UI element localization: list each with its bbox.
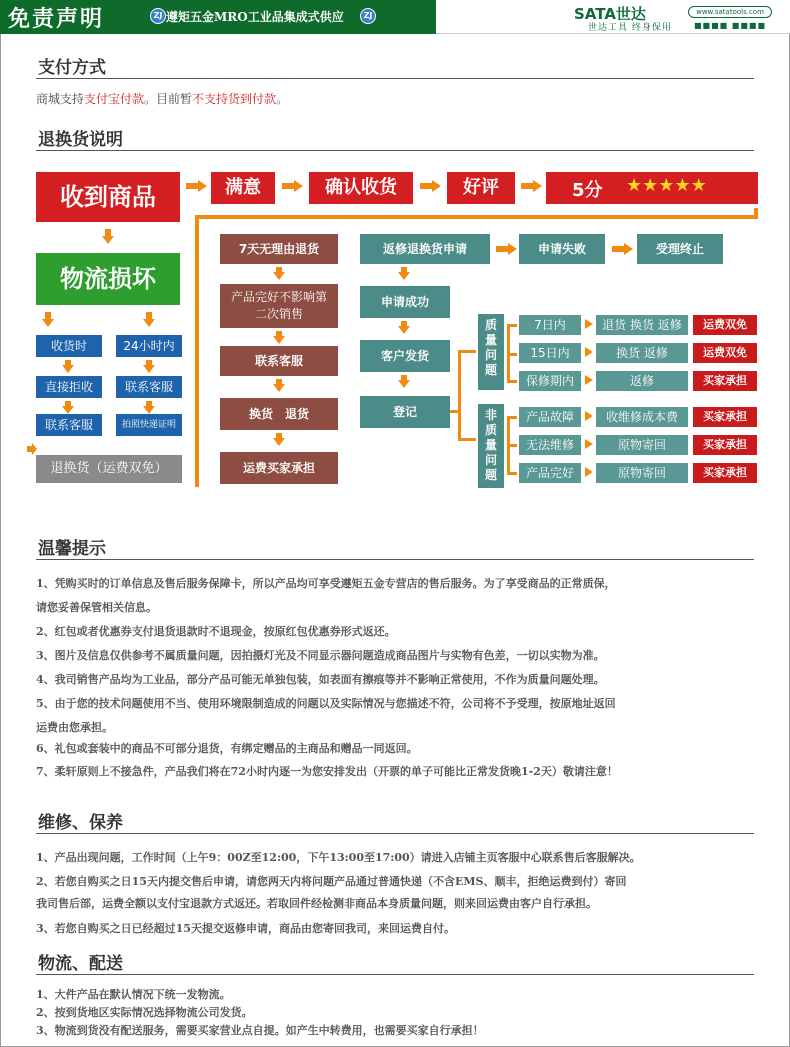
- cause-box: 产品故障: [519, 407, 581, 427]
- arrow-down-icon: [273, 438, 285, 446]
- arrow-right-icon: [585, 439, 593, 449]
- payment-heading: 支付方式: [38, 58, 106, 78]
- tip-line: 1、凭购买时的订单信息及售后服务保障卡，所以产品均可享受遵矩五金专营店的售后服务。为了享受商品的正常质保，: [36, 577, 616, 590]
- apply-failed-box: 申请失败: [519, 234, 605, 264]
- arrow-right-icon: [585, 411, 593, 421]
- arrow-down-icon: [62, 406, 74, 414]
- divider: [36, 974, 754, 975]
- condition-box: 产品完好不影响第二次销售: [220, 284, 338, 328]
- star-icon: ★: [626, 175, 643, 196]
- exchange-return-box: 换货 退货: [220, 398, 338, 430]
- arrow-down-icon: [102, 236, 114, 244]
- contact-cs-box: 联系客服: [36, 414, 102, 436]
- website-decoration-icon: ■■■■ ■■■■: [694, 21, 767, 30]
- received-goods-box: 收到商品: [36, 172, 180, 222]
- buyer-pays-shipping-box: 运费买家承担: [220, 452, 338, 484]
- shipping-line: 2、按到货地区实际情况选择物流公司发货。: [36, 1006, 253, 1019]
- connector-line: [507, 444, 517, 447]
- arrow-down-icon: [105, 229, 111, 236]
- quality-issue-label: 质量问题: [478, 314, 504, 390]
- divider: [36, 150, 754, 151]
- website-label: www.satatools.com: [688, 6, 772, 18]
- page-title: 免责声明: [8, 7, 105, 32]
- brand-tagline: 世达工具 终身保用: [588, 23, 672, 33]
- arrow-down-icon: [143, 406, 155, 414]
- arrow-right-icon: [432, 180, 441, 192]
- tip-line: 6、礼包或套装中的商品不可部分退货，有绑定赠品的主商品和赠品一同返回。: [36, 742, 418, 755]
- connector-line: [458, 350, 461, 440]
- arrow-right-icon: [533, 180, 542, 192]
- within-24h-box: 24小时内: [116, 335, 182, 357]
- arrow-down-icon: [273, 272, 285, 280]
- shipping-heading: 物流、配送: [38, 954, 123, 974]
- connector-line: [507, 353, 517, 356]
- arrow-right-icon: [585, 375, 593, 385]
- non-quality-issue-label: 非质量问题: [478, 404, 504, 488]
- confirm-receipt-box: 确认收货: [309, 172, 413, 204]
- photo-proof-box: 拍照快递证明: [116, 414, 182, 436]
- cause-box: 无法维修: [519, 435, 581, 455]
- zj-logo-icon: ZJ: [150, 8, 166, 24]
- divider: [36, 833, 754, 834]
- connector-line: [754, 208, 758, 218]
- tips-heading: 温馨提示: [38, 539, 106, 559]
- payment-text: 商城支持支付宝付款。目前暂不支持货到付款。: [36, 92, 289, 106]
- maintenance-line: 2、若您自购买之日15天内提交售后申请，请您两天内将问题产品通过普通快递（不含EMS、顺丰，拒绝运费到付）寄回: [36, 875, 627, 888]
- star-icon: ★: [642, 175, 659, 196]
- divider: [36, 559, 754, 560]
- fee-badge: 买家承担: [693, 435, 757, 455]
- reject-box: 直接拒收: [36, 376, 102, 398]
- return-free-shipping-box: 退换货（运费双免）: [36, 455, 182, 483]
- good-review-box: 好评: [447, 172, 515, 204]
- arrow-down-icon: [45, 312, 51, 319]
- shipping-line: 1、大件产品在默认情况下统一发物流。: [36, 988, 231, 1001]
- connector-line: [507, 324, 517, 327]
- arrow-down-icon: [143, 365, 155, 373]
- arrow-down-icon: [42, 319, 54, 327]
- fee-badge: 买家承担: [693, 463, 757, 483]
- arrow-down-icon: [398, 326, 410, 334]
- action-box: 退货 换货 返修: [596, 315, 688, 335]
- shipping-line: 3、物流到货没有配送服务，需要买家营业点自提。如产生中转费用，也需要买家自行承担！: [36, 1024, 484, 1037]
- action-box: 原物寄回: [596, 435, 688, 455]
- arrow-right-icon: [32, 443, 37, 455]
- header-subtitle: 遵矩五金MRO工业品集成式供应: [166, 10, 344, 24]
- period-box: 15日内: [519, 343, 581, 363]
- contact-cs-box: 联系客服: [220, 346, 338, 376]
- maintenance-heading: 维修、保养: [38, 813, 123, 833]
- arrow-right-icon: [294, 180, 303, 192]
- arrow-down-icon: [273, 384, 285, 392]
- action-box: 返修: [596, 371, 688, 391]
- tip-line: 5、由于您的技术问题使用不当、使用环境限制造成的问题以及实际情况与您描述不符，公司将不予受理，按原地址返回: [36, 697, 616, 710]
- arrow-down-icon: [143, 319, 155, 327]
- tip-line: 3、图片及信息仅供参考不属质量问题，因拍摄灯光及不同显示器问题造成商品图片与实物有色差，一切以实物为准。: [36, 649, 605, 662]
- arrow-down-icon: [146, 312, 152, 319]
- period-box: 7日内: [519, 315, 581, 335]
- satisfied-box: 满意: [211, 172, 275, 204]
- fee-badge: 买家承担: [693, 371, 757, 391]
- arrow-right-icon: [585, 467, 593, 477]
- tip-line: 7、柔轩原则上不接急件，产品我们将在72小时内逐一为您安排发出（开票的单子可能比正常发货晚1-2天）敬请注意！: [36, 765, 618, 778]
- arrow-right-icon: [585, 347, 593, 357]
- zj-logo-icon: ZJ: [360, 8, 376, 24]
- arrow-right-icon: [198, 180, 207, 192]
- connector-line: [195, 215, 199, 487]
- connector-line: [195, 215, 758, 219]
- maintenance-line: 1、产品出现问题，工作时间（上午9：00Z至12:00，下午13:00至17:00）请进入店铺主页客服中心联系售后客服解决。: [36, 851, 641, 864]
- arrow-down-icon: [62, 365, 74, 373]
- fee-badge: 运费双免: [693, 315, 757, 335]
- star-icon: ★: [658, 175, 675, 196]
- action-box: 原物寄回: [596, 463, 688, 483]
- star-icon: ★: [690, 175, 707, 196]
- arrow-right-icon: [585, 319, 593, 329]
- tip-line: 2、红包或者优惠券支付退货退款时不退现金，按原红包优惠券形式返还。: [36, 625, 396, 638]
- sata-brand-logo: SATA世达: [574, 5, 646, 23]
- tip-line: 请您妥善保管相关信息。: [36, 601, 157, 614]
- tip-line: 运费由您承担。: [36, 721, 113, 734]
- rating-stars: [626, 175, 707, 196]
- divider: [36, 78, 754, 79]
- connector-line: [507, 472, 517, 475]
- tip-line: 4、我司销售产品均为工业品，部分产品可能无单独包装，如表面有擦痕等并不影响正常使用，不作为质量问题处理。: [36, 673, 605, 686]
- star-icon: ★: [674, 175, 691, 196]
- score-label: 5分: [572, 180, 603, 201]
- on-receipt-box: 收货时: [36, 335, 102, 357]
- apply-success-box: 申请成功: [360, 286, 450, 318]
- terminated-box: 受理终止: [637, 234, 723, 264]
- returns-heading: 退换货说明: [38, 130, 123, 150]
- action-box: 换货 返修: [596, 343, 688, 363]
- register-box: 登记: [360, 396, 450, 428]
- connector-line: [458, 350, 476, 353]
- logistics-damaged-box: 物流损坏: [36, 253, 180, 305]
- repair-apply-box: 返修退换货申请: [360, 234, 490, 264]
- connector-line: [507, 416, 517, 419]
- seven-day-return-box: 7天无理由退货: [220, 234, 338, 264]
- period-box: 保修期内: [519, 371, 581, 391]
- fee-badge: 运费双免: [693, 343, 757, 363]
- maintenance-line: 3、若您自购买之日已经超过15天提交返修申请，商品由您寄回我司，来回运费自付。: [36, 922, 455, 935]
- connector-line: [507, 380, 517, 383]
- cause-box: 产品完好: [519, 463, 581, 483]
- arrow-right-icon: [624, 243, 633, 255]
- fee-badge: 买家承担: [693, 407, 757, 427]
- maintenance-line: 我司售后部，运费全额以支付宝退款方式返还。若取回件经检测非商品本身质量问题，则来回运费由客户自行承担。: [36, 897, 597, 910]
- arrow-right-icon: [508, 243, 517, 255]
- arrow-down-icon: [273, 336, 285, 344]
- customer-ships-box: 客户发货: [360, 340, 450, 372]
- arrow-down-icon: [398, 380, 410, 388]
- contact-cs-box: 联系客服: [116, 376, 182, 398]
- action-box: 收维修成本费: [596, 407, 688, 427]
- arrow-down-icon: [398, 272, 410, 280]
- connector-line: [458, 438, 476, 441]
